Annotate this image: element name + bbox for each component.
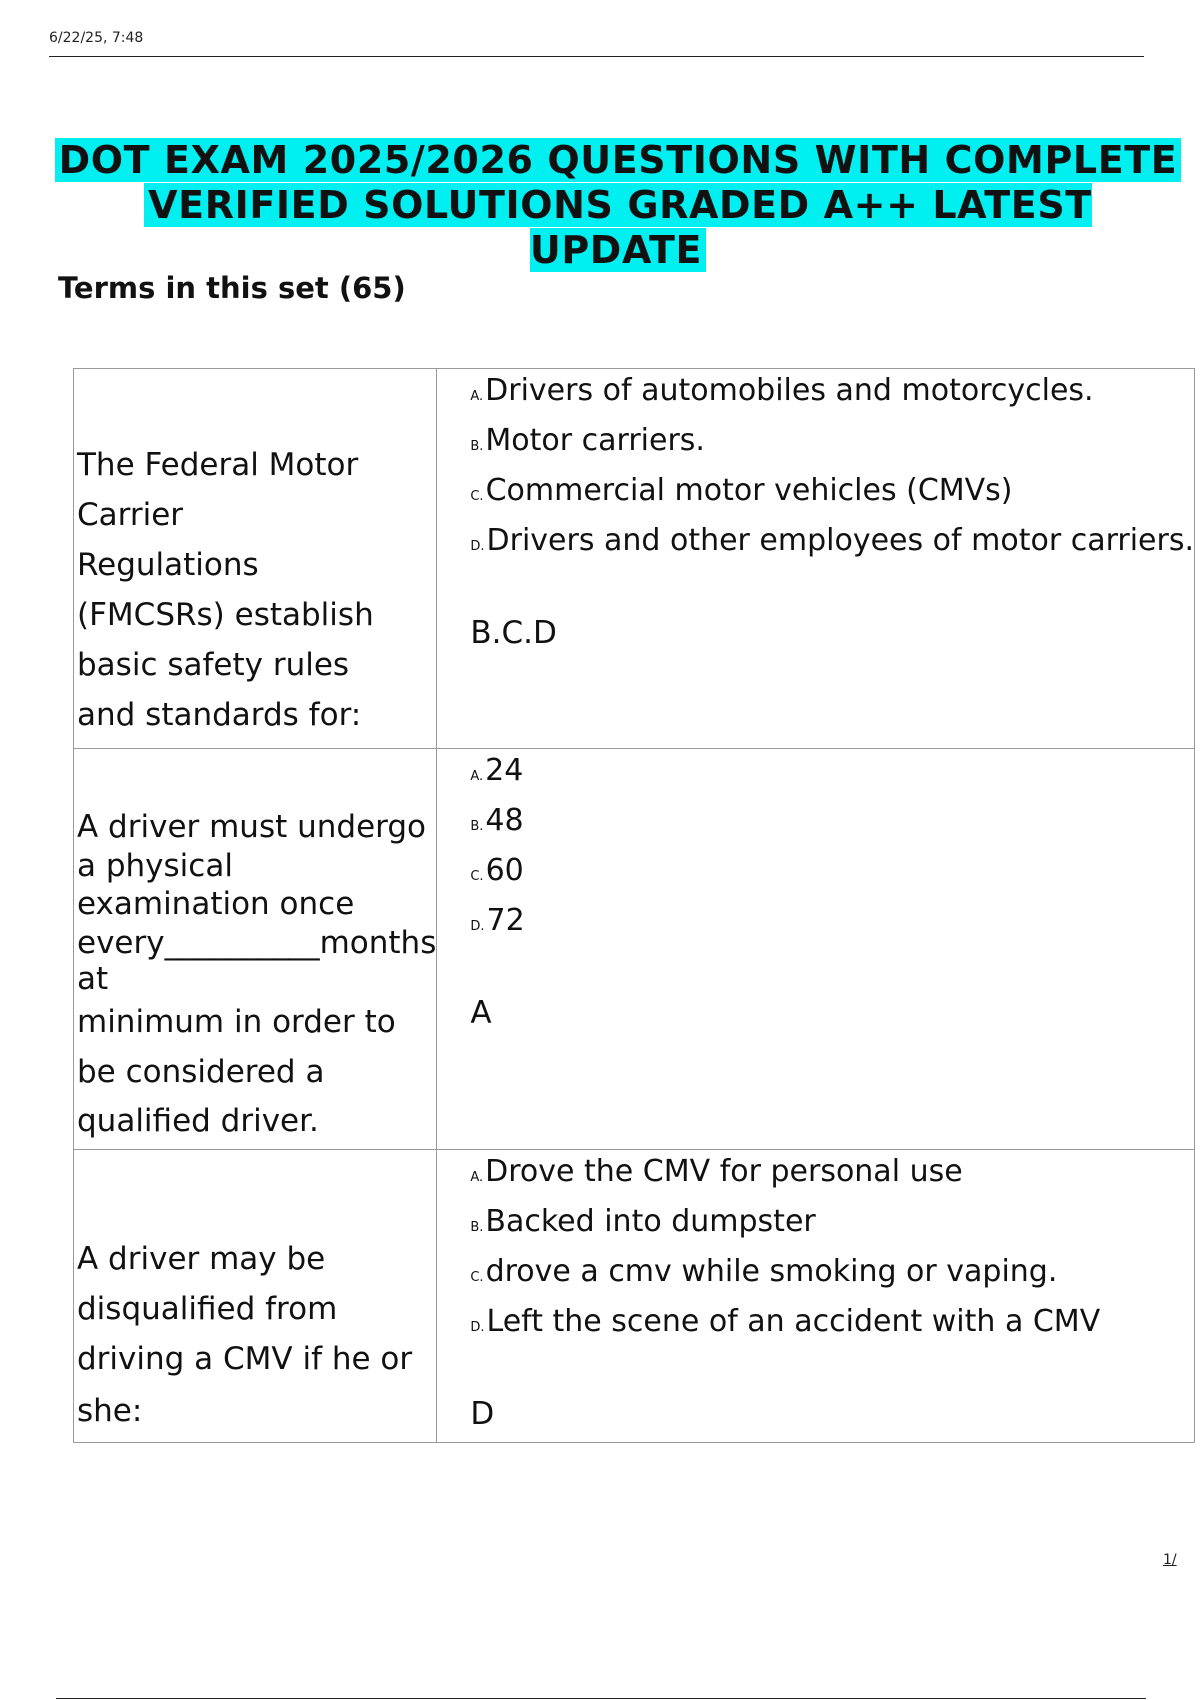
question-line: The Federal Motor <box>77 447 359 483</box>
question-line: qualified driver. <box>77 1103 319 1139</box>
question-line: A driver must undergo <box>77 809 427 845</box>
flashcard-row <box>74 749 1195 1150</box>
question-line: be considered a <box>77 1054 325 1090</box>
answer-cell <box>437 1150 1195 1443</box>
option-b: B.Backed into dumpster <box>470 1204 816 1239</box>
option-a: A.24 <box>470 753 524 788</box>
question-line: Carrier <box>77 497 184 533</box>
option-a: A.Drove the CMV for personal use <box>470 1154 963 1189</box>
option-d: D.72 <box>470 903 525 938</box>
title-line-1: DOT EXAM 2025/2026 QUESTIONS WITH COMPLETE <box>55 138 1182 182</box>
flashcard-row <box>74 1150 1195 1443</box>
question-line: every__________months <box>77 925 437 961</box>
question-line: (FMCSRs) establish <box>77 597 374 633</box>
question-cell <box>74 749 437 1150</box>
answer-cell <box>437 369 1195 749</box>
option-c: C.Commercial motor vehicles (CMVs) <box>470 473 1013 508</box>
terms-heading: Terms in this set (65) <box>58 271 406 305</box>
question-line: A driver may be <box>77 1241 326 1277</box>
document-title <box>50 138 1186 273</box>
question-line: at <box>77 961 109 997</box>
question-line: minimum in order to <box>77 1004 396 1040</box>
question-text <box>74 1234 436 1442</box>
question-line: disqualified from <box>77 1291 338 1327</box>
question-text <box>74 807 436 1149</box>
option-d: D.Drivers and other employees of motor carriers. <box>470 523 1195 558</box>
title-line-2: VERIFIED SOLUTIONS GRADED A++ LATEST UPDATE <box>144 183 1092 272</box>
question-line: examination once <box>77 886 355 922</box>
answer-key: A <box>470 995 492 1031</box>
question-cell <box>74 369 437 749</box>
header-divider <box>49 56 1144 57</box>
question-line: Regulations <box>77 547 259 583</box>
question-line: she: <box>77 1393 143 1429</box>
option-b: B.48 <box>470 803 524 838</box>
answer-cell <box>437 749 1195 1150</box>
answer-key: B.C.D <box>470 615 557 651</box>
answer-key: D <box>470 1396 495 1432</box>
page-number: 1/ <box>1163 1552 1177 1568</box>
question-line: basic safety rules <box>77 647 350 683</box>
flashcard-table <box>73 368 1195 1443</box>
option-a: A.Drivers of automobiles and motorcycles. <box>470 373 1094 408</box>
question-text <box>74 440 436 748</box>
print-date: 6/22/25, 7:48 <box>49 30 144 46</box>
question-cell <box>74 1150 437 1443</box>
option-c: C.60 <box>470 853 524 888</box>
option-c: C.drove a cmv while smoking or vaping. <box>470 1254 1058 1289</box>
question-line: driving a CMV if he or <box>77 1341 413 1377</box>
question-line: a physical <box>77 848 233 884</box>
option-d: D.Left the scene of an accident with a CMV <box>470 1304 1101 1339</box>
question-line: and standards for: <box>77 697 362 733</box>
footer-divider <box>56 1698 1146 1699</box>
option-b: B.Motor carriers. <box>470 423 705 458</box>
flashcard-row <box>74 369 1195 749</box>
